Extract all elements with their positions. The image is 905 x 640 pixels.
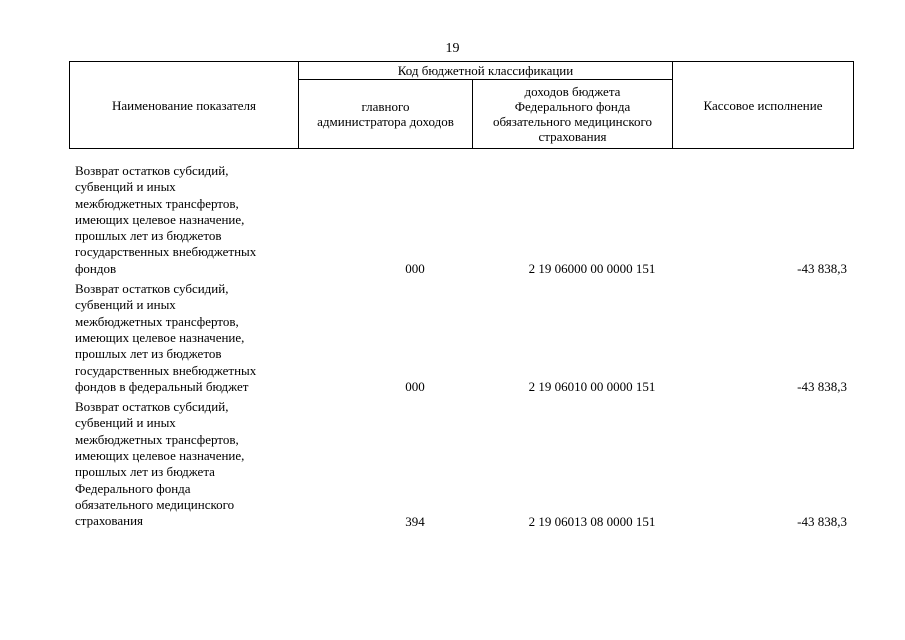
row-execution-value: -43 838,3 [797,513,847,529]
header-execution-column: Кассовое исполнение [673,62,854,149]
row-execution-value: -43 838,3 [797,379,847,395]
row-name-line: обязательного медицинского [75,496,235,512]
table-row [69,163,853,277]
row-name-line: межбюджетных трансфертов, [75,195,239,211]
row-admin-code: 000 [405,379,425,395]
header-admin-column [299,80,473,149]
row-name-line: межбюджетных трансфертов, [75,313,239,329]
row-name-line: субвенций и иных [75,297,176,313]
row-budget-code: 2 19 06013 08 0000 151 [528,513,656,529]
row-execution-value: -43 838,3 [797,261,847,277]
row-name-line: прошлых лет из бюджетов [75,228,222,244]
row-admin-code: 394 [405,513,425,529]
row-name-line: Возврат остатков субсидий, [75,399,229,415]
row-name-line: имеющих целевое назначение, [75,448,245,464]
row-name-line: имеющих целевое назначение, [75,329,245,345]
row-name-line: Федерального фонда [75,480,191,496]
table-body [69,163,853,534]
row-name-line: фондов в федеральный бюджет [75,378,249,394]
table-row [69,399,853,529]
row-name [69,163,298,277]
row-budget-code: 2 19 06010 00 0000 151 [528,379,656,395]
row-name-line: Возврат остатков субсидий, [75,163,229,178]
header-income-line: Федерального фонда [514,99,631,114]
header-name-column: Наименование показателя [70,62,299,149]
header-income-line: доходов бюджета [524,84,621,99]
header-classification-group: Код бюджетной классификации [299,62,673,80]
row-name-line: фондов [75,260,117,276]
row-name [69,281,298,395]
row-name-line: межбюджетных трансфертов, [75,431,239,447]
row-name-line: государственных внебюджетных [75,362,257,378]
table-row [69,281,853,395]
header-admin-line: администратора доходов [317,114,454,129]
row-name-line: имеющих целевое назначение, [75,211,245,227]
row-admin-code: 000 [405,261,425,277]
header-admin-line: главного [361,99,410,114]
row-budget-code: 2 19 06000 00 0000 151 [528,261,656,277]
row-name-line: Возврат остатков субсидий, [75,281,229,297]
row-name-line: прошлых лет из бюджетов [75,346,222,362]
row-name [69,399,298,529]
header-income-line: страхования [538,129,607,144]
row-name-line: субвенций и иных [75,415,176,431]
table-header [69,61,854,149]
row-name-line: прошлых лет из бюджета [75,464,215,480]
page-number: 19 [445,41,460,56]
header-income-column [473,80,673,149]
row-name-line: государственных внебюджетных [75,244,257,260]
header-income-line: обязательного медицинского [492,114,653,129]
row-name-line: субвенций и иных [75,179,176,195]
row-name-line: страхования [75,513,144,529]
